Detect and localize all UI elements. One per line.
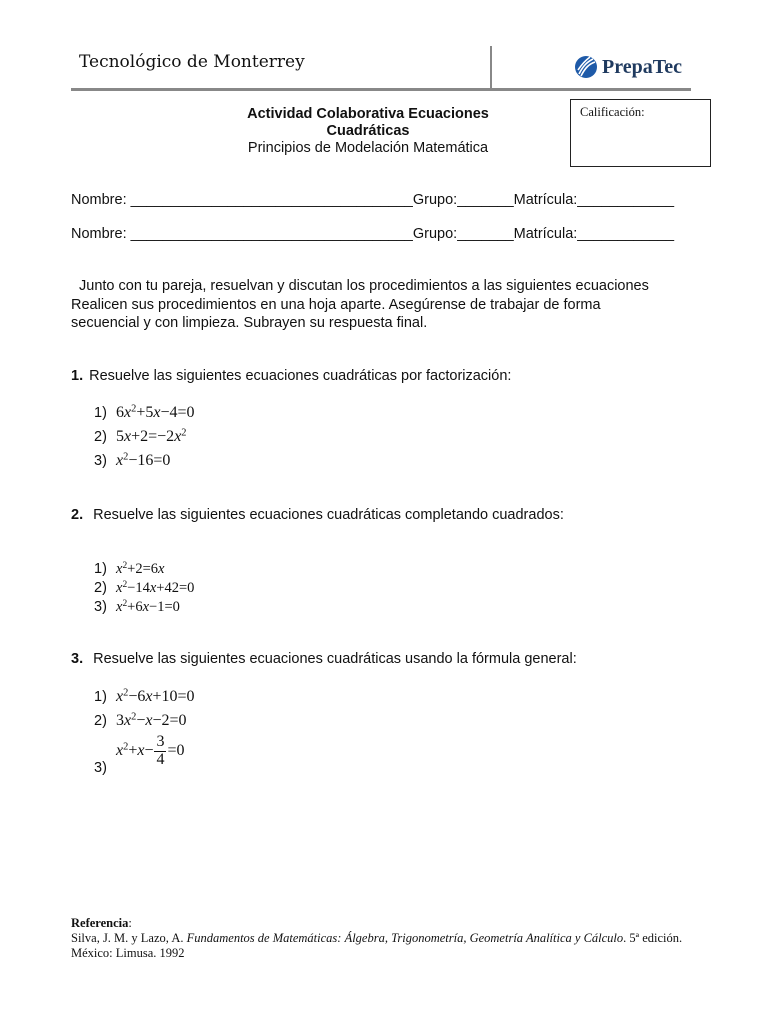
header-divider-horizontal bbox=[71, 88, 691, 91]
instructions bbox=[71, 277, 696, 333]
section-3-heading bbox=[71, 651, 577, 667]
equation-item bbox=[94, 712, 187, 730]
equation-item bbox=[94, 580, 194, 597]
institution-name: Tecnológico de Monterrey bbox=[79, 52, 305, 72]
equation: $6x^2+5x-4=0$ bbox=[116, 403, 195, 421]
item-number: 1) bbox=[94, 561, 107, 577]
header-divider-vertical bbox=[490, 46, 492, 88]
reference: Referencia: Silva, J. M. y Lazo, A. Fundamentos de Matemáticas: Álgebra, Trigonometría, Geometría Analítica y Cálculo. 5ª edición. México: Limusa. 1992 bbox=[71, 916, 711, 961]
item-number: 2) bbox=[94, 580, 107, 596]
equation-item bbox=[94, 599, 180, 616]
equation: $x^2+6x-1=0$ bbox=[116, 598, 180, 615]
name-line-1[interactable]: Nombre: ___________________________________Grupo:_______Matrícula:____________ bbox=[71, 192, 675, 208]
equation: $x^2-16=0$ bbox=[116, 451, 171, 469]
equation: $x^2-14x+42=0$ bbox=[116, 579, 195, 596]
title-line-1: Actividad Colaborativa Ecuaciones bbox=[247, 106, 489, 122]
section-2-heading bbox=[71, 507, 564, 523]
instructions-line-3: secuencial y con limpieza. Subrayen su respuesta final. bbox=[71, 315, 428, 331]
equation: $x^2-6x+10=0$ bbox=[116, 687, 195, 705]
item-number: 3) bbox=[94, 599, 107, 615]
logo-text: PrepaTec bbox=[602, 55, 682, 78]
reference-label: Referencia bbox=[71, 916, 129, 930]
item-number: 1) bbox=[94, 405, 107, 421]
section-text: Resuelve las siguientes ecuaciones cuadráticas usando la fórmula general: bbox=[93, 651, 577, 667]
equation-item bbox=[94, 688, 195, 706]
fraction: $\frac{3}{4}$ bbox=[156, 733, 165, 768]
grade-box bbox=[570, 99, 711, 167]
reference-authors: Silva, J. M. y Lazo, A. bbox=[71, 931, 187, 945]
equation: $3x^2-x-2=0$ bbox=[116, 711, 187, 729]
equation: $x^2+2=6x$ bbox=[116, 560, 165, 577]
instructions-line-2: Realicen sus procedimientos en una hoja aparte. Asegúrense de trabajar de forma bbox=[71, 296, 601, 313]
title-block bbox=[200, 106, 536, 157]
reference-book-title: Fundamentos de Matemáticas: Álgebra, Trigonometría, Geometría Analítica y Cálculo bbox=[186, 931, 624, 945]
equation-item bbox=[94, 452, 170, 470]
item-number: 3) bbox=[94, 453, 107, 469]
section-number: 3. bbox=[71, 651, 84, 667]
equation: $5x+2=-2x^2$ bbox=[116, 427, 187, 445]
section-number: 2. bbox=[71, 507, 84, 523]
title-line-2: Cuadráticas bbox=[326, 123, 410, 139]
equation-item bbox=[94, 404, 195, 422]
section-text: Resuelve las siguientes ecuaciones cuadráticas completando cuadrados: bbox=[93, 507, 564, 523]
prepatec-logo-icon bbox=[574, 54, 598, 80]
section-text: Resuelve las siguientes ecuaciones cuadráticas por factorización: bbox=[89, 368, 512, 384]
equation: $x^2+x-$ $\frac{3}{4}$ =0 bbox=[116, 733, 185, 768]
reference-edition: . 5ª edición. bbox=[623, 931, 683, 945]
section-number: 1. bbox=[71, 368, 84, 384]
reference-publisher: México: Limusa. 1992 bbox=[71, 946, 185, 960]
prepatec-logo bbox=[574, 54, 682, 80]
grade-label: Calificación: bbox=[580, 105, 645, 119]
equation-item bbox=[94, 561, 164, 578]
item-number: 2) bbox=[94, 713, 107, 729]
name-line-2[interactable]: Nombre: ___________________________________Grupo:_______Matrícula:____________ bbox=[71, 226, 675, 242]
item-number: 2) bbox=[94, 429, 107, 445]
subtitle: Principios de Modelación Matemática bbox=[247, 140, 489, 156]
equation-item bbox=[94, 428, 187, 446]
item-number: 1) bbox=[94, 689, 107, 705]
item-number: 3) bbox=[94, 760, 107, 776]
section-1-heading bbox=[71, 368, 511, 384]
instructions-line-1: Junto con tu pareja, resuelvan y discutan los procedimientos a las siguientes ecuaciones bbox=[79, 278, 649, 294]
